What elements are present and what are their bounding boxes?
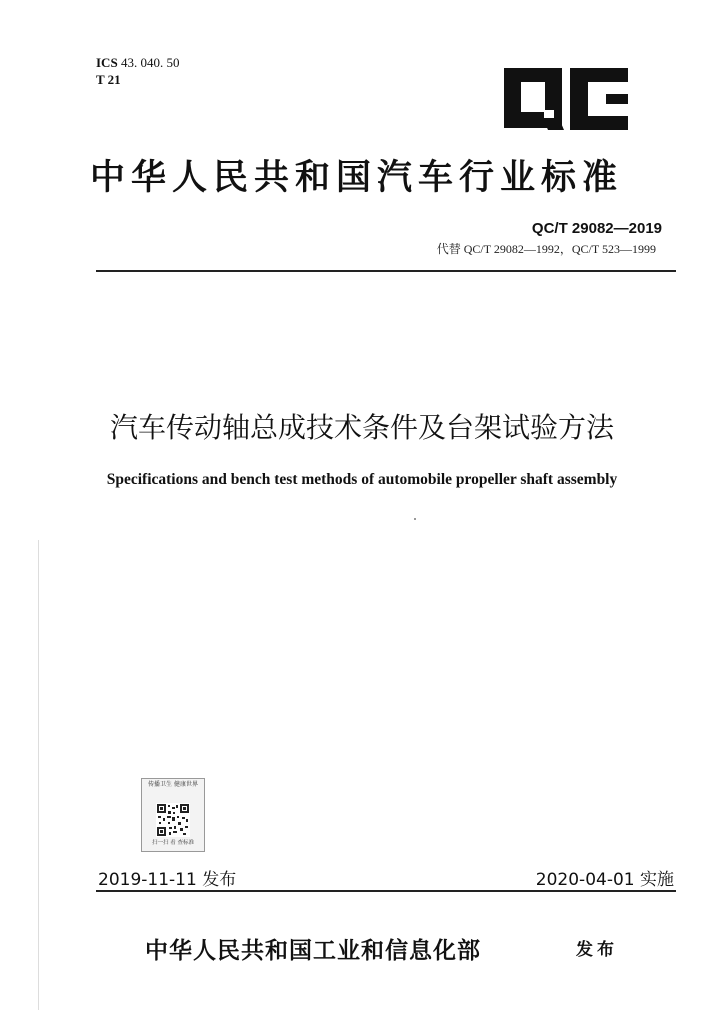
ics-label: ICS: [96, 55, 118, 70]
publisher-name: 中华人民共和国工业和信息化部: [145, 937, 481, 964]
publish-label: 发布: [576, 940, 618, 960]
qr-label-bottom-text: 扫一扫 看 查标准: [152, 840, 194, 846]
standard-category-title: 中华人民共和国汽车行业标准: [90, 157, 624, 198]
implementation-date: 2020-04-01 实施: [535, 870, 674, 890]
replaces-standards: 代替 QC/T 29082—1992，QC/T 523—1999: [436, 242, 656, 256]
document-title-cn: 汽车传动轴总成技术条件及台架试验方法: [109, 411, 614, 444]
scan-edge-line: [38, 540, 39, 1010]
category-code: T 21: [96, 72, 121, 87]
header-divider: [96, 270, 676, 272]
anti-counterfeit-qr-label: [141, 778, 205, 852]
qr-label-top-text: 传播卫生 健康世界: [148, 781, 198, 788]
standard-number: QC/T 29082—2019: [531, 220, 662, 237]
scan-speck: [414, 518, 416, 520]
ics-code: 43. 040. 50: [120, 55, 180, 70]
qc-logo-c-mark: [570, 68, 628, 130]
qc-logo-q-mark: [504, 68, 564, 130]
qr-code-icon: [156, 803, 190, 837]
classification-codes: [96, 54, 179, 88]
ics-line: [96, 54, 179, 71]
issue-date: 2019-11-11 发布: [98, 870, 237, 890]
document-title-en: Specifications and bench test methods of automobile propeller shaft assembly: [106, 471, 618, 488]
footer-divider: [96, 890, 676, 892]
qc-logo: [504, 68, 630, 132]
